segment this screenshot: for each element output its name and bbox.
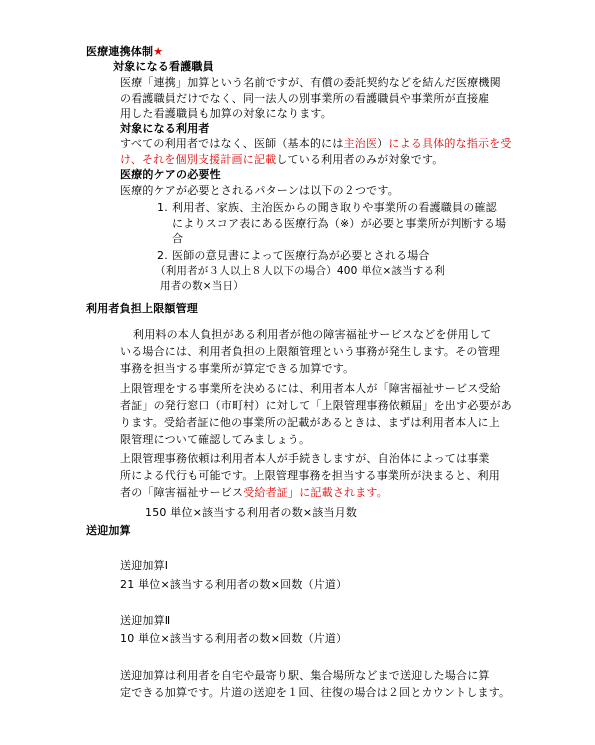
paragraph-line: いる場合には、利用者負担の上限額管理という事務が発生します。その管理	[120, 345, 500, 358]
list-note-line: （利用者が３人以上８人以下の場合）400 単位×該当する利	[155, 265, 445, 277]
list-item-line: によりスコア表にある医療行為（※）が必要と事業所が判断する場	[172, 217, 507, 230]
paragraph-line: 者証」の発行窓口（市町村）に対して「上限管理事務依頼届」を出す必要があ	[120, 399, 512, 412]
paragraph-line: 上限管理事務依頼は利用者本人が手続きしますが、自治体によっては事業	[120, 452, 490, 465]
paragraph-line: 用した看護職員も加算の対象になります。	[120, 107, 332, 120]
highlight-text: による具体的な指示を受	[388, 137, 512, 150]
list-item-line: 合	[172, 232, 184, 245]
highlight-text: に記載されます。	[299, 486, 388, 499]
paragraph-line: 医療的ケアが必要とされるパターンは以下の２つです。	[120, 184, 399, 197]
addon-label: 送迎加算Ⅱ	[120, 614, 171, 627]
text-span: すべての利用者ではなく、医師（基本的には	[120, 137, 344, 150]
list-number: 2.	[157, 249, 168, 262]
list-item-line: 医師の意見書によって医療行為が必要とされる場合	[172, 249, 430, 262]
section-title-medical-coordination	[86, 45, 163, 59]
paragraph-line: 事務を担当する事業所が算定できる加算です。	[120, 362, 355, 375]
subheading-target-users: 対象になる利用者	[120, 122, 210, 135]
paragraph-line: 利用料の本人負担がある利用者が他の障害福祉サービスなどを併用して	[133, 328, 492, 341]
paragraph-line: 定できる加算です。片道の送迎を１回、往復の場合は２回とカウントします。	[120, 686, 511, 699]
paragraph-line: 所による代行も可能です。上限管理事務を担当する事業所が決まると、利用	[120, 469, 500, 482]
subheading-target-nurses: 対象になる看護職員	[113, 60, 214, 73]
text-span: 者の「障害福祉サービス	[120, 486, 244, 499]
highlight-text: け、それを個別支援計画に記載	[120, 153, 277, 166]
section-title-user-burden-cap: 利用者負担上限額管理	[86, 302, 198, 315]
paragraph-line: ります。受給者証に他の事業所の記載があるときは、まずは利用者本人に上	[120, 416, 500, 429]
formula-line: 10 単位×該当する利用者の数×回数（片道）	[120, 632, 348, 645]
paragraph-line	[120, 137, 512, 151]
text-span: 」	[288, 486, 300, 499]
formula-line: 21 単位×該当する利用者の数×回数（片道）	[120, 578, 348, 591]
addon-label: 送迎加算Ⅰ	[120, 559, 169, 572]
paragraph-line: 限管理について確認してみましょう。	[120, 433, 311, 446]
list-note-line: 用者の数×当日）	[160, 280, 244, 292]
paragraph-line	[120, 486, 388, 500]
paragraph-line: の看護職員だけでなく、同一法人の別事業所の看護職員や事業所が直接雇	[120, 92, 490, 105]
list-item-line: 利用者、家族、主治医からの聞き取りや事業所の看護職員の確認	[172, 201, 497, 214]
list-number: 1.	[157, 201, 168, 214]
text-span: ）	[377, 137, 389, 150]
text-span: している利用者のみが対象です。	[276, 153, 444, 166]
paragraph-line	[120, 153, 443, 167]
paragraph-line: 送迎加算は利用者を自宅や最寄り駅、集合場所などまで送迎した場合に算	[120, 669, 490, 682]
highlight-text: 受給者証	[243, 486, 289, 499]
paragraph-line: 医療「連携」加算という名前ですが、有償の委託契約などを結んだ医療機関	[120, 76, 501, 89]
section-title-text: 医療連携体制	[86, 45, 154, 58]
highlight-text: 主治医	[343, 137, 378, 150]
subheading-medical-care-need: 医療的ケアの必要性	[120, 168, 221, 181]
formula-line: 150 単位×該当する利用者の数×該当月数	[145, 506, 358, 519]
paragraph-line: 上限管理をする事業所を決めるには、利用者本人が「障害福祉サービス受給	[120, 382, 501, 395]
section-title-transport-addon: 送迎加算	[86, 524, 131, 537]
star-icon: ★	[153, 45, 164, 58]
